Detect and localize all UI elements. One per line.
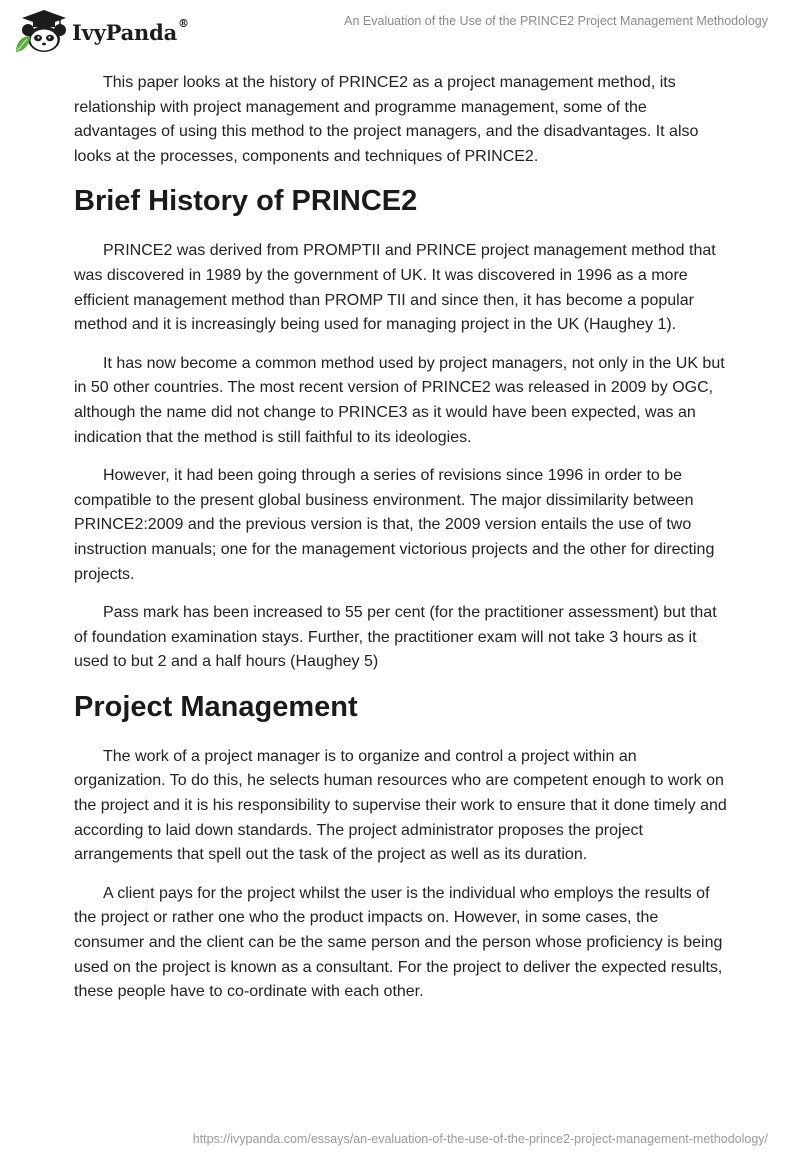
history-paragraph: However, it had been going through a series of revisions since 1996 in order to be compatible to the present global business environment. The major dissimilarity between PRINCE2:2009 and the previous version is that, the 2009 version entails the use of two instruction manuals; one for the management victorious projects and the other for directing projects. (74, 467, 715, 583)
history-paragraph: PRINCE2 was derived from PROMPTII and PRINCE project management method that was discovered in 1989 by the government of UK. It was discovered in 1996 as a more efficient management method than PROMP TII and since then, it has become a popular method and it is increasingly being used for managing project in the UK (Haughey 1). (74, 242, 716, 334)
intro-paragraph: This paper looks at the history of PRINCE2 as a project management method, its relationship with project management and programme management, some of the advantages of using this method to the project managers, and the disadvantages. It also looks at the processes, components and techniques of PRINCE2. (74, 74, 699, 165)
essay-body (74, 71, 728, 1019)
page-header (0, 0, 800, 60)
section-heading-history: Brief History of PRINCE2 (74, 185, 418, 218)
project-management-paragraph: The work of a project manager is to organize and control a project within an organization. To do this, he selects human resources who are competent enough to work on the project and it is his responsibility to supervise their work to ensure that it done timely and according to laid down standards. The project administrator proposes the project arrangements that spell out the task of the project as well as its duration. (74, 747, 727, 864)
section-heading-project-management: Project Management (74, 690, 358, 723)
history-paragraph: It has now become a common method used by project managers, not only in the UK but in 50 other countries. The most recent version of PRINCE2 was released in 2009 by OGC, although the name did not change to PRINCE3 as it would have been expected, was an indication that the method is still faithful to its ideologies. (74, 354, 725, 446)
source-url[interactable]: https://ivypanda.com/essays/an-evaluation-of-the-use-of-the-prince2-project-management-methodology/ (192, 1132, 768, 1146)
document-title: An Evaluation of the Use of the PRINCE2 Project Management Methodology (344, 14, 768, 28)
ivypanda-logo[interactable] (14, 8, 189, 54)
logo-wordmark: IvyPanda® (72, 16, 189, 45)
history-paragraph: Pass mark has been increased to 55 per cent (for the practitioner assessment) but that of foundation examination stays. Further, the practitioner exam will not take 3 hours as it used to but 2 and a half hours (Haughey 5) (74, 604, 717, 671)
panda-graduate-icon (14, 8, 66, 54)
project-management-paragraph: A client pays for the project whilst the user is the individual who employs the results of the project or rather one who the product impacts on. However, in some cases, the consumer and the client can be the same person and the person whose proficiency is being used on the project is known as a consultant. For the project to deliver the expected results, these people have to co-ordinate with each other. (74, 884, 723, 1001)
